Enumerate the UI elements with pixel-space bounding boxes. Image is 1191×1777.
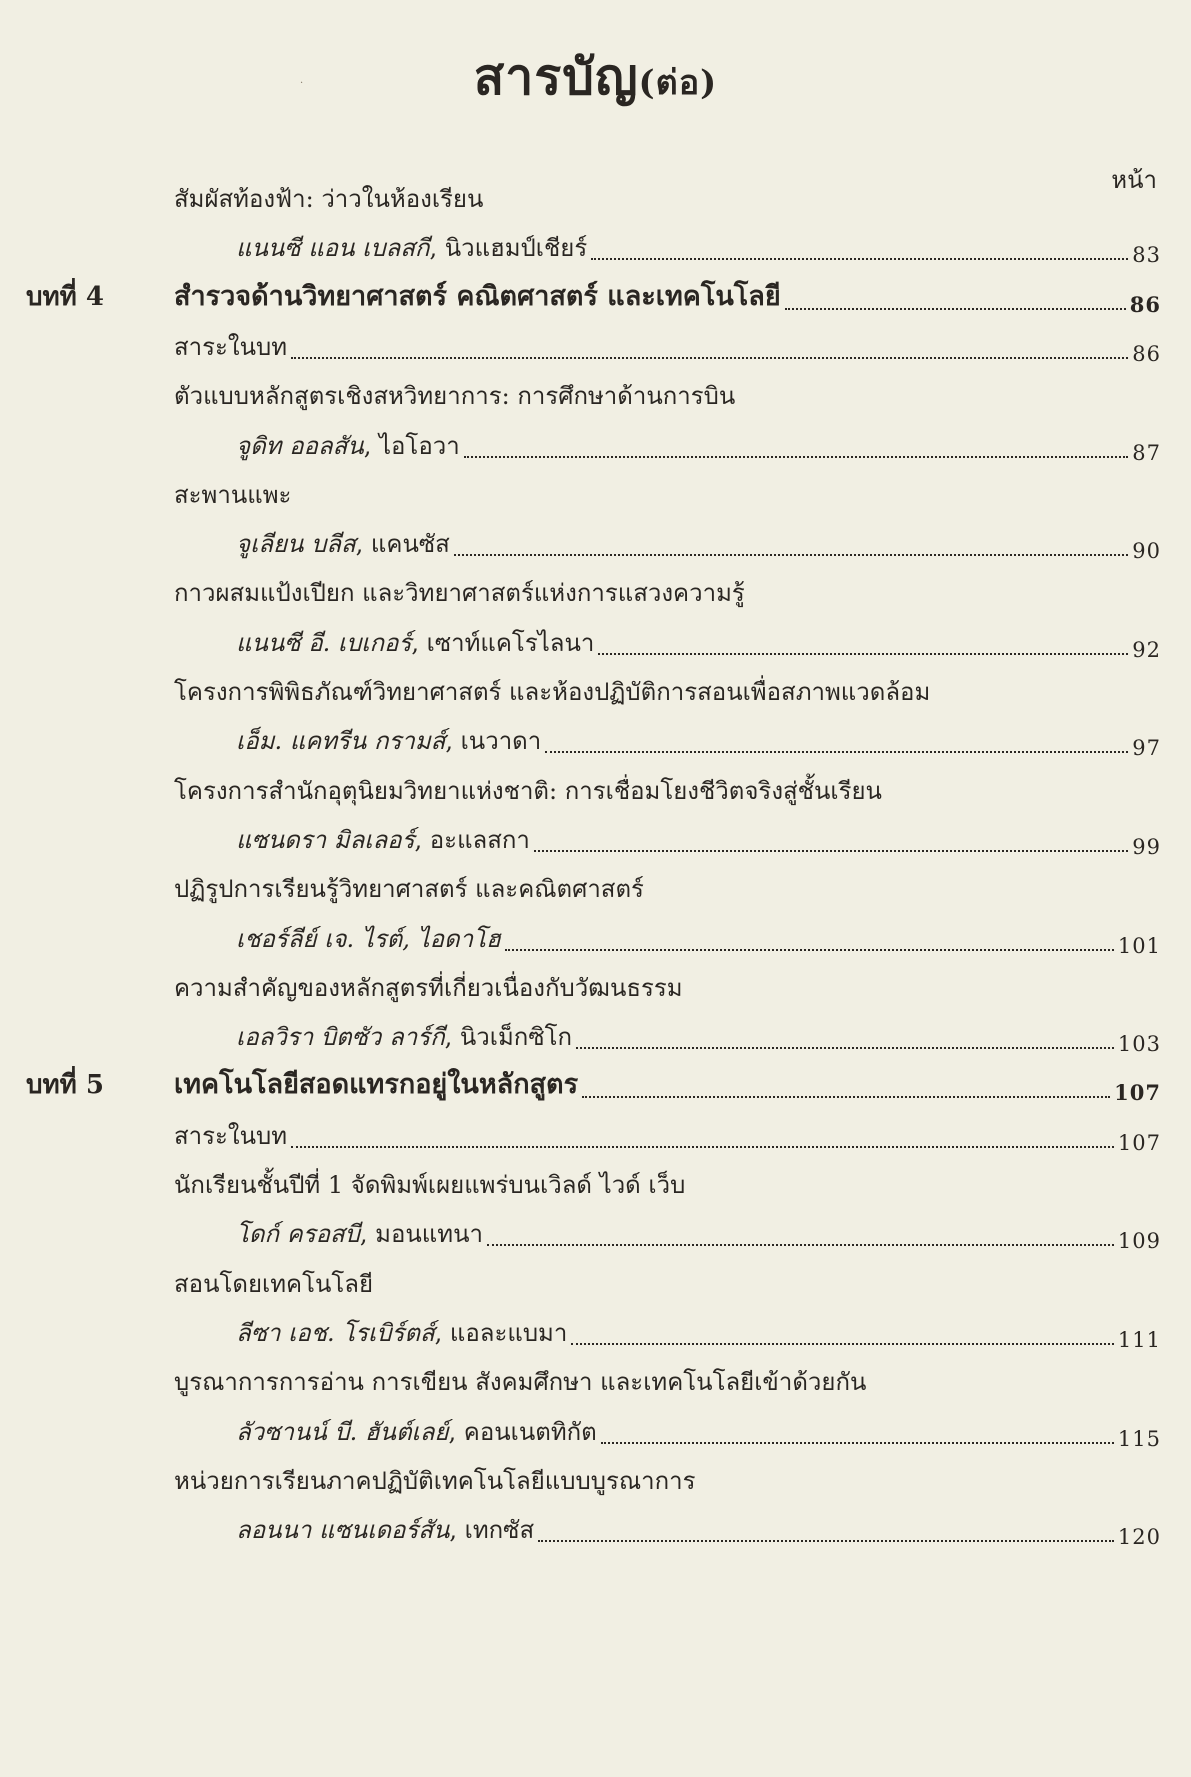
dot-leader	[571, 1342, 1114, 1345]
dot-leader	[454, 553, 1128, 556]
author-name: ลอนนา แซนเดอร์สัน	[236, 1516, 450, 1545]
article-title: กาวผสมแป้งเปียก และวิทยาศาสตร์แห่งการแสวงความรู้	[174, 579, 745, 608]
author-line	[236, 919, 501, 958]
toc-row	[0, 1316, 1191, 1356]
toc-row	[0, 1119, 1191, 1159]
toc-entry	[236, 228, 1161, 267]
toc-row	[0, 1464, 1191, 1504]
article-title: โครงการสำนักอุตุนิยมวิทยาแห่งชาติ: การเชื่อมโยงชีวิตจริงสู่ชั้นเรียน	[174, 776, 882, 805]
article-title: บูรณาการการอ่าน การเขียน สังคมศึกษา และเทคโนโลยีเข้าด้วยกัน	[174, 1368, 867, 1397]
toc-row	[0, 971, 1191, 1011]
article-title: โครงการพิพิธภัณฑ์วิทยาศาสตร์ และห้องปฏิบัติการสอนเพื่อสภาพแวดล้อม	[174, 678, 931, 706]
toc-row	[0, 1069, 1191, 1109]
toc-row	[0, 724, 1191, 764]
author-line	[236, 623, 594, 662]
author-location: , นิวแฮมป์เชียร์	[429, 234, 588, 263]
author-line	[236, 1412, 597, 1451]
author-line	[236, 1017, 572, 1056]
print-speck: ·	[300, 78, 304, 89]
dot-leader	[291, 356, 1128, 359]
author-name: เอ็ม. แคทรีน กรามส์	[236, 727, 446, 756]
page-number: 97	[1132, 736, 1161, 761]
toc-row	[0, 231, 1191, 271]
toc-entry	[174, 1062, 1161, 1105]
dot-leader	[505, 948, 1114, 951]
toc-row	[0, 478, 1191, 518]
article-title: ปฏิรูปการเรียนรู้วิทยาศาสตร์ และคณิตศาสตร์	[174, 875, 644, 904]
summary-label: สาระในบท	[174, 1121, 288, 1150]
author-location: , เทกซัส	[449, 1516, 535, 1545]
author-location: , คอนเนตทิกัต	[448, 1417, 597, 1446]
author-name: เอลวิรา บิตซัว ลาร์กี	[236, 1023, 445, 1052]
author-name: โดก์ ครอสบี	[236, 1220, 360, 1249]
author-line	[236, 524, 450, 563]
page-title-suffix: (ต่อ)	[638, 63, 718, 103]
author-location: , นิวเม็กซิโก	[444, 1023, 573, 1052]
author-location: , แอละแบมา	[434, 1318, 568, 1347]
toc-row	[0, 675, 1191, 715]
author-location: , แคนซัส	[355, 530, 450, 559]
article-title: สะพานแพะ	[174, 480, 292, 509]
author-name: จูดิท ออลสัน	[236, 431, 364, 460]
dot-leader	[598, 652, 1128, 655]
author-line	[236, 228, 587, 267]
page-number: 86	[1132, 341, 1161, 366]
page-number: 83	[1132, 243, 1161, 268]
toc-entry	[236, 426, 1161, 465]
page-number: 115	[1117, 1426, 1161, 1451]
toc-entry	[236, 1313, 1161, 1352]
toc-row	[0, 379, 1191, 419]
article-title: หน่วยการเรียนภาคปฏิบัติเทคโนโลยีแบบบูรณาการ	[174, 1466, 696, 1495]
toc-entry	[236, 1017, 1161, 1056]
page-number: 86	[1129, 291, 1161, 317]
toc-row	[0, 1513, 1191, 1553]
chapter-label: บทที่ 4	[26, 281, 104, 312]
page-number: 120	[1117, 1525, 1161, 1550]
chapter-title: สำรวจด้านวิทยาศาสตร์ คณิตศาสตร์ และเทคโนโลยี	[174, 280, 781, 312]
toc-row	[0, 281, 1191, 321]
page-number: 92	[1132, 637, 1161, 662]
author-line	[236, 1313, 567, 1352]
toc-row	[0, 1217, 1191, 1257]
author-location: , อะแลสกา	[414, 825, 530, 854]
toc-row	[0, 1020, 1191, 1060]
chapter-title: เทคโนโลยีสอดแทรกอยู่ในหลักสูตร	[174, 1069, 579, 1101]
page-number: 101	[1117, 933, 1161, 958]
dot-leader	[534, 849, 1128, 852]
toc-row	[0, 527, 1191, 567]
toc-entry	[236, 919, 1161, 958]
toc-row	[0, 1365, 1191, 1405]
toc-entry	[236, 1214, 1161, 1253]
dot-leader	[576, 1046, 1114, 1049]
toc-entry	[236, 1412, 1161, 1451]
toc-entry	[174, 1116, 1161, 1155]
toc-entry	[236, 721, 1161, 760]
toc-entry	[236, 1510, 1161, 1549]
dot-leader	[291, 1145, 1114, 1148]
author-name: เชอร์ลีย์ เจ. ไรต์, ไอดาโฮ	[236, 924, 501, 953]
page-number: 99	[1132, 834, 1161, 859]
toc-row	[0, 1168, 1191, 1208]
author-name: แซนดรา มิลเลอร์	[236, 825, 415, 854]
toc-row	[0, 330, 1191, 370]
author-name: ลีซา เอช. โรเบิร์ตส์	[236, 1318, 435, 1347]
dot-leader	[487, 1243, 1114, 1246]
dot-leader	[538, 1539, 1114, 1542]
article-title: นักเรียนชั้นปีที่ 1 จัดพิมพ์เผยแพร่บนเวิลด์ ไวด์ เว็บ	[174, 1171, 686, 1199]
author-location: , เซาท์แคโรไลนา	[411, 628, 595, 657]
author-location: , มอนแทนา	[359, 1220, 483, 1249]
toc-row	[0, 626, 1191, 666]
page-title	[0, 38, 1191, 117]
author-line	[236, 820, 530, 859]
article-title: สัมผัสท้องฟ้า: ว่าวในห้องเรียน	[174, 185, 484, 213]
dot-leader	[591, 257, 1128, 260]
page-number: 103	[1117, 1032, 1161, 1057]
toc-row	[0, 774, 1191, 814]
author-location: , เนวาดา	[445, 727, 542, 756]
page-number: 107	[1117, 1130, 1161, 1155]
author-name: แนนซี แอน เบลสกี	[236, 234, 430, 263]
dot-leader	[545, 750, 1128, 753]
page-number: 111	[1117, 1327, 1161, 1352]
page-number: 87	[1132, 440, 1161, 465]
author-line	[236, 426, 460, 465]
summary-label: สาระในบท	[174, 332, 288, 361]
page-number: 107	[1114, 1080, 1161, 1106]
article-title: ความสำคัญของหลักสูตรที่เกี่ยวเนื่องกับวัฒนธรรม	[174, 973, 683, 1002]
toc-row	[0, 182, 1191, 222]
chapter-label: บทที่ 5	[26, 1070, 104, 1101]
dot-leader	[582, 1095, 1110, 1098]
toc-entry	[174, 274, 1161, 317]
toc-row	[0, 429, 1191, 469]
toc-entry	[236, 820, 1161, 859]
page-title-main: สารบัญ	[473, 47, 639, 106]
dot-leader	[785, 307, 1126, 310]
page-column-label: หน้า	[1111, 166, 1157, 194]
author-line	[236, 1214, 483, 1253]
page-number: 109	[1117, 1229, 1161, 1254]
toc-row	[0, 1415, 1191, 1455]
article-title: ตัวแบบหลักสูตรเชิงสหวิทยาการ: การศึกษาด้านการบิน	[174, 382, 736, 411]
dot-leader	[464, 455, 1129, 458]
author-name: ลัวซานน์ บี. ฮันต์เลย์	[236, 1417, 449, 1446]
toc-entry	[236, 623, 1161, 662]
toc-row	[0, 872, 1191, 912]
author-name: แนนซี อี. เบเกอร์	[236, 628, 412, 657]
toc-row	[0, 1267, 1191, 1307]
dot-leader	[601, 1441, 1114, 1444]
toc-entry	[236, 524, 1161, 563]
author-location: , ไอโอวา	[363, 431, 460, 460]
toc-entry	[174, 327, 1161, 366]
toc-row	[0, 823, 1191, 863]
author-name: จูเลียน บลีส	[236, 530, 356, 559]
toc-row	[0, 922, 1191, 962]
article-title: สอนโดยเทคโนโลยี	[174, 1269, 374, 1298]
author-line	[236, 721, 541, 760]
toc-row	[0, 576, 1191, 616]
author-line	[236, 1510, 534, 1549]
page-number: 90	[1132, 539, 1161, 564]
